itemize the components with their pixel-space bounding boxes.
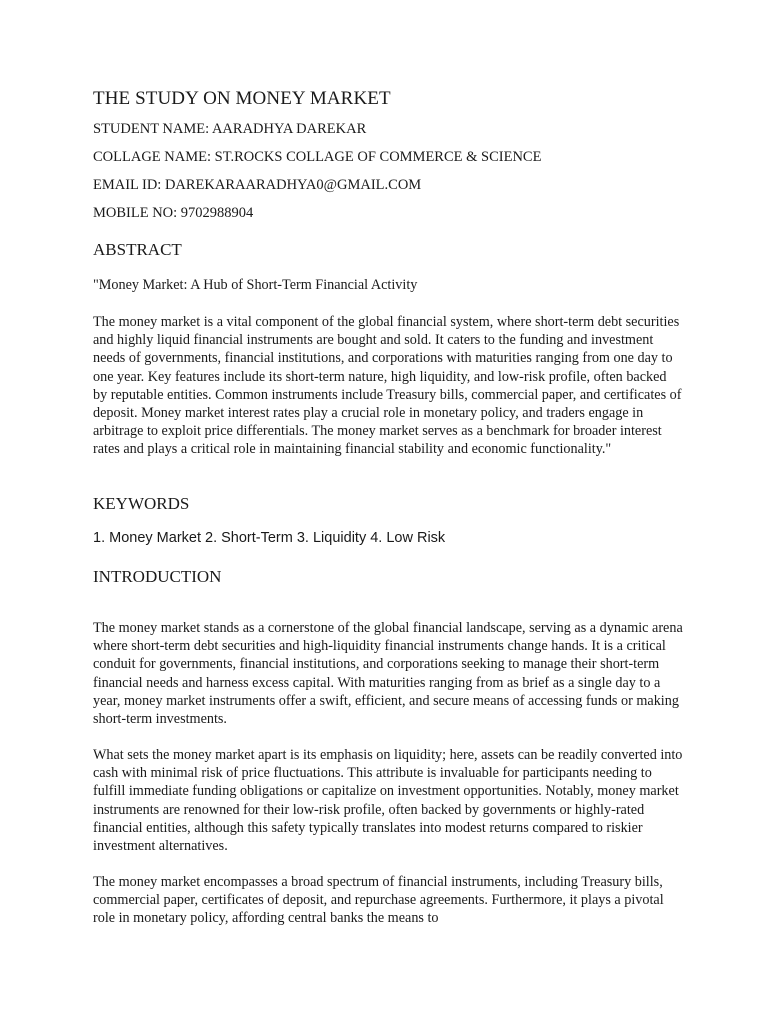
college-name: COLLAGE NAME: ST.ROCKS COLLAGE OF COMMERCE & SCIENCE [93,149,542,165]
introduction-paragraph: The money market encompasses a broad spectrum of financial instruments, including Treasury bills, commercial paper, certificates of deposit, and repurchase agreements. Furthermore, it plays a pivotal role in monetary policy, affording central banks the means to [93,874,664,927]
document-title: THE STUDY ON MONEY MARKET [93,88,391,109]
abstract-heading: ABSTRACT [93,240,182,259]
email-id: EMAIL ID: DAREKARAARADHYA0@GMAIL.COM [93,177,422,193]
mobile-number: MOBILE NO: 9702988904 [93,205,254,221]
keywords-list: 1. Money Market 2. Short-Term 3. Liquidity 4. Low Risk [93,530,446,546]
keywords-heading: KEYWORDS [93,494,190,513]
introduction-paragraph: The money market stands as a cornerstone of the global financial landscape, serving as a dynamic arena where short-term debt securities and high-liquidity financial instruments change hands. It is a critical conduit for governments, financial institutions, and corporations seeking to manage their short-term financial needs and harness excess capital. With maturities ranging from as brief as a single day to a year, money market instruments offer a swift, efficient, and secure means of accessing funds or making short-term investments. [93,620,683,728]
abstract-body: The money market is a vital component of the global financial system, where short-term debt securities and highly liquid financial instruments are bought and sold. It caters to the funding and investment needs of governments, financial institutions, and corporations with maturities ranging from one day to one year. Key features include its short-term nature, high liquidity, and low-risk profile, often backed by reputable entities. Common instruments include Treasury bills, commercial paper, and certificates of deposit. Money market interest rates play a crucial role in monetary policy, and traders engage in arbitrage to exploit price differentials. The money market serves as a benchmark for broader interest rates and plays a critical role in maintaining financial stability and economic functionality." [93,314,682,458]
introduction-paragraph: What sets the money market apart is its emphasis on liquidity; here, assets can be readily converted into cash with minimal risk of price fluctuations. This attribute is invaluable for participants needing to fulfill immediate funding obligations or capitalize on investment opportunities. Notably, money market instruments are renowned for their low-risk profile, often backed by governments or highly-rated financial entities, although this safety typically translates into modest returns compared to riskier investment alternatives. [93,747,683,855]
abstract-subtitle: "Money Market: A Hub of Short-Term Financial Activity [93,277,418,293]
student-name: STUDENT NAME: AARADHYA DAREKAR [93,121,367,137]
introduction-heading: INTRODUCTION [93,567,222,586]
